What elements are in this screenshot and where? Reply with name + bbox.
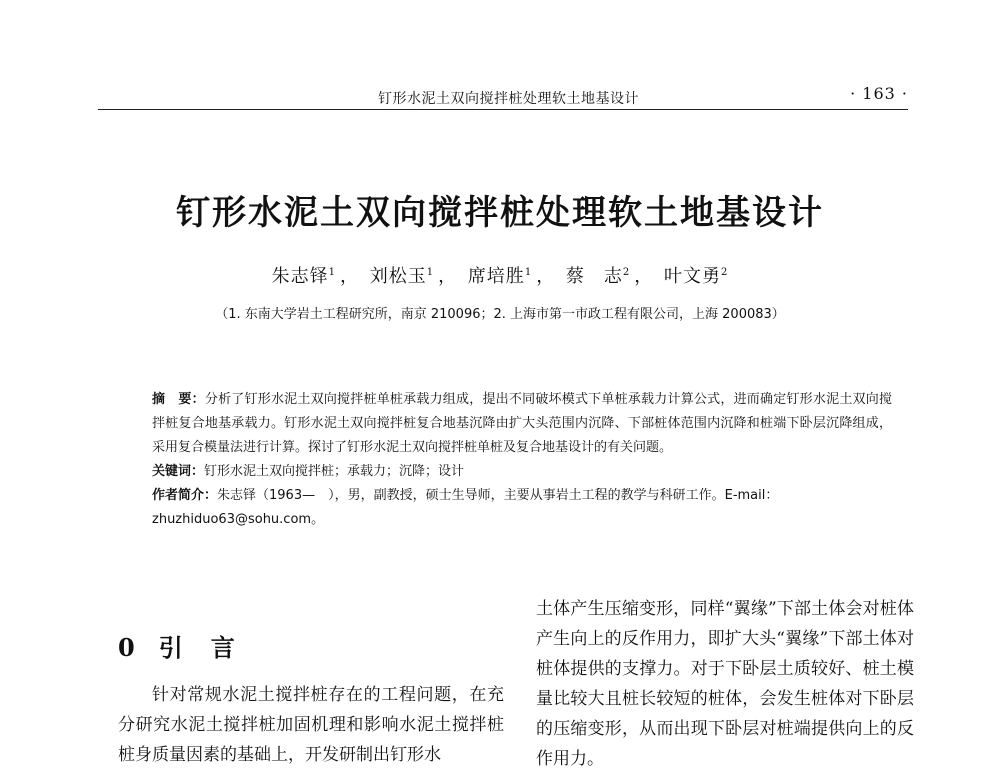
keywords-text: 钉形水泥土双向搅拌桩；承载力；沉降；设计 bbox=[204, 464, 465, 479]
author: 朱志铎$^1$ bbox=[271, 266, 336, 287]
author-list bbox=[0, 262, 1000, 288]
abstract bbox=[152, 388, 892, 460]
author-bio bbox=[152, 484, 892, 532]
section-title: 引言 bbox=[158, 633, 263, 662]
author: 蔡 志$^2$ bbox=[565, 266, 631, 287]
running-header bbox=[98, 80, 908, 110]
running-title: 钉形水泥土双向搅拌桩处理软土地基设计 bbox=[378, 91, 639, 107]
author-separator: ， bbox=[438, 266, 458, 287]
front-matter bbox=[152, 388, 892, 532]
author: 刘松玉$^1$ bbox=[369, 266, 435, 287]
author-email: zhuzhiduo63@sohu.com。 bbox=[152, 512, 325, 527]
body-paragraph: 针对常规水泥土搅拌桩存在的工程问题，在充分研究水泥土搅拌桩加固机理和影响水泥土搅拌桩桩身质量因素的基础上，开发研制出钉形水 bbox=[118, 685, 504, 765]
right-column bbox=[536, 594, 914, 774]
keywords bbox=[152, 460, 892, 484]
left-column bbox=[118, 680, 504, 770]
section-heading bbox=[118, 628, 263, 663]
affiliation: （1. 东南大学岩土工程研究所，南京 210096；2. 上海市第一市政工程有限公司，上海 200083） bbox=[215, 307, 785, 322]
author: 席培胜$^1$ bbox=[467, 266, 533, 287]
paper-title: 钉形水泥土双向搅拌桩处理软土地基设计 bbox=[176, 193, 824, 233]
author: 叶文勇$^2$ bbox=[664, 266, 729, 287]
header-rule bbox=[98, 109, 908, 110]
page-number: · 163 · bbox=[850, 84, 908, 103]
section-number: 0 bbox=[118, 633, 135, 662]
author-separator: ， bbox=[536, 266, 556, 287]
keywords-label: 关键词： bbox=[152, 464, 205, 479]
abstract-text: 分析了钉形水泥土双向搅拌桩单桩承载力组成，提出不同破坏模式下单桩承载力计算公式，进而确定钉形水泥土双向搅拌桩复合地基承载力。钉形水泥土双向搅拌桩复合地基沉降由扩大头范围内沉降、下部桩体范围内沉降和桩端下卧层沉降组成，采用复合模量法进行计算。探讨了钉形水泥土双向搅拌桩单桩及复合地基设计的有关问题。 bbox=[152, 392, 892, 455]
author-bio-text: 朱志铎（1963— ），男，副教授，硕士生导师，主要从事岩土工程的教学与科研工作。E-mail： bbox=[217, 488, 779, 503]
body-paragraph: 土体产生压缩变形，同样“翼缘”下部土体会对桩体产生向上的反作用力，即扩大头“翼缘”下部土体对桩体提供的支撑力。对于下卧层土质较好、桩土模量比较大且桩长较短的桩体，会发生桩体对下卧层的压缩变形，从而出现下卧层对桩端提供向上的反作用力。 bbox=[536, 599, 914, 769]
author-separator: ， bbox=[339, 266, 359, 287]
author-bio-label: 作者简介： bbox=[152, 488, 218, 503]
author-separator: ， bbox=[634, 266, 654, 287]
abstract-label: 摘 要： bbox=[152, 392, 205, 407]
